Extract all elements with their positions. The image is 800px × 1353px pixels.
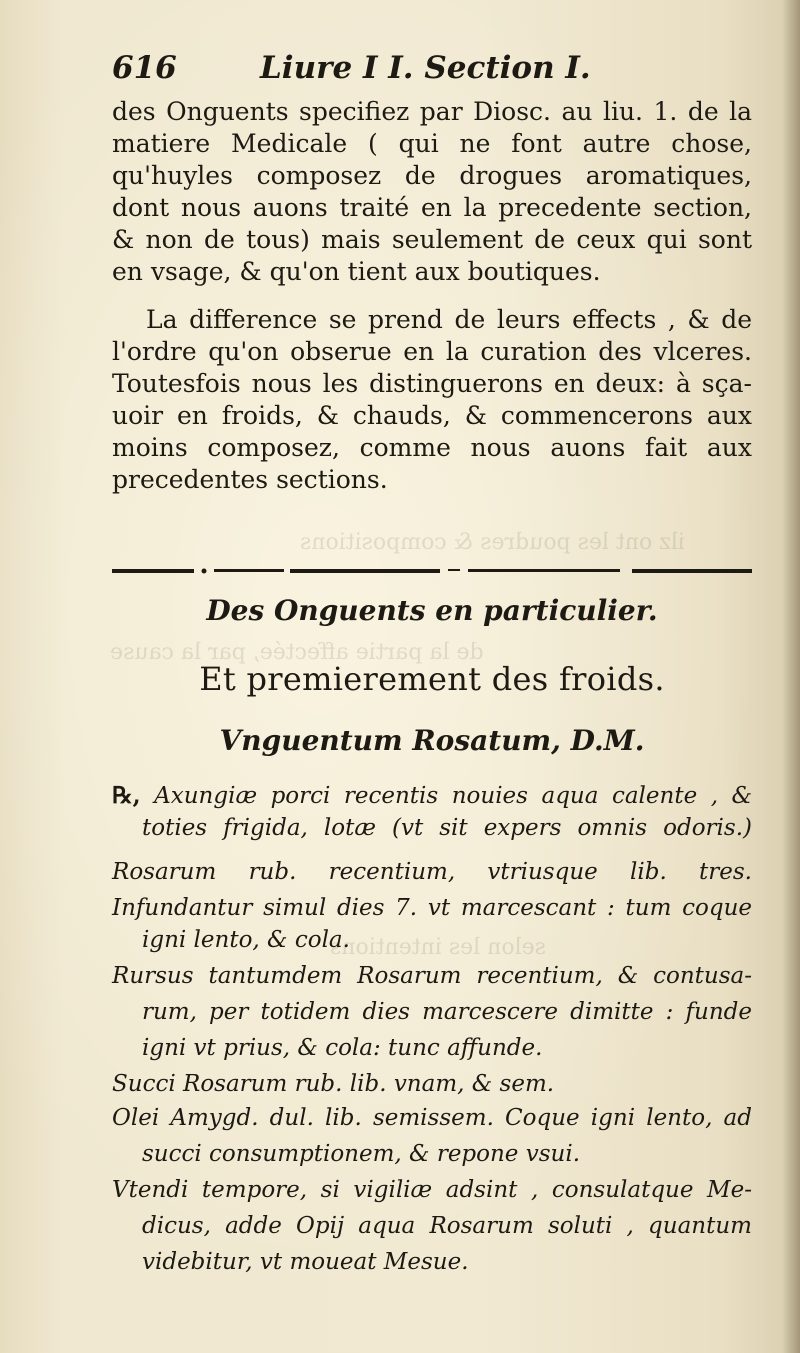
recipe-line: succi consumptionem, & repone vsui. [142,1141,581,1167]
ornamental-divider [112,566,752,576]
text-line: precedentes sections. [112,465,388,494]
text-line: qu'huyles composez de drogues aromatiques, [112,161,752,190]
page-edge-shadow [782,0,800,1353]
text-line: matiere Medicale ( qui ne font autre chose, [112,129,752,158]
recipe-line: Rosarum rub. recentium, vtriusque lib. tres. [112,859,752,885]
show-through-text: de la partie affectée, par la cause [110,640,484,665]
recipe-line: rum, per totidem dies marcescere dimitte : funde [142,999,752,1025]
text-line: & non de tous) mais seulement de ceux qui sont [112,225,752,254]
recipe-line: toties frigida, lotæ (vt sit expers omnis odoris.) [142,815,752,841]
recipe-line: videbitur, vt moueat Mesue. [142,1249,469,1275]
recipe-symbol: ℞, [112,782,141,809]
recipe-line: Olei Amygd. dul. lib. semissem. Coque igni lento, ad [112,1105,752,1131]
text-line: moins composez, comme nous auons fait aux [112,433,752,462]
section-heading: Des Onguents en particulier. [206,594,658,627]
recipe-line: igni lento, & cola. [142,927,350,953]
running-header [112,50,752,94]
text-line: Toutesfois nous les distinguerons en deux: à sça- [112,369,752,398]
text-line: dont nous auons traité en la precedente section, [112,193,752,222]
recipe-line: Succi Rosarum rub. lib. vnam, & sem. [112,1071,555,1097]
show-through-text: ilz ont les poudres & compositions [300,530,685,555]
recipe-line [112,780,752,812]
recipe-line: dicus, adde Opij aqua Rosarum soluti , quantum [142,1213,752,1239]
recipe-line-text: Axungiæ porci recentis nouies aqua calente , & [154,783,752,809]
recipe-line: Vtendi tempore, si vigiliæ adsint , consulatque Me- [112,1177,752,1203]
page-number: 616 [112,50,177,86]
recipe-line: Infundantur simul dies 7. vt marcescant : tum coque [112,895,752,921]
text-line: La difference se prend de leurs effects , & de [146,305,752,334]
text-line: en vsage, & qu'on tient aux boutiques. [112,257,601,286]
running-title: Liure I I. Section I. [260,50,591,86]
recipe-line: igni vt prius, & cola: tunc affunde. [142,1035,543,1061]
subsection-heading: Et premierement des froids. [199,660,665,698]
recipe-line: Rursus tantumdem Rosarum recentium, & contusa- [112,963,752,989]
recipe-title: Vnguentum Rosatum, D.M. [219,724,645,757]
show-through-text: selon les intentions [330,935,546,960]
text-line: l'ordre qu'on obserue en la curation des vlceres. [112,337,752,366]
text-line: uoir en froids, & chauds, & commencerons aux [112,401,752,430]
text-line: des Onguents specifiez par Diosc. au liu. 1. de la [112,97,752,126]
